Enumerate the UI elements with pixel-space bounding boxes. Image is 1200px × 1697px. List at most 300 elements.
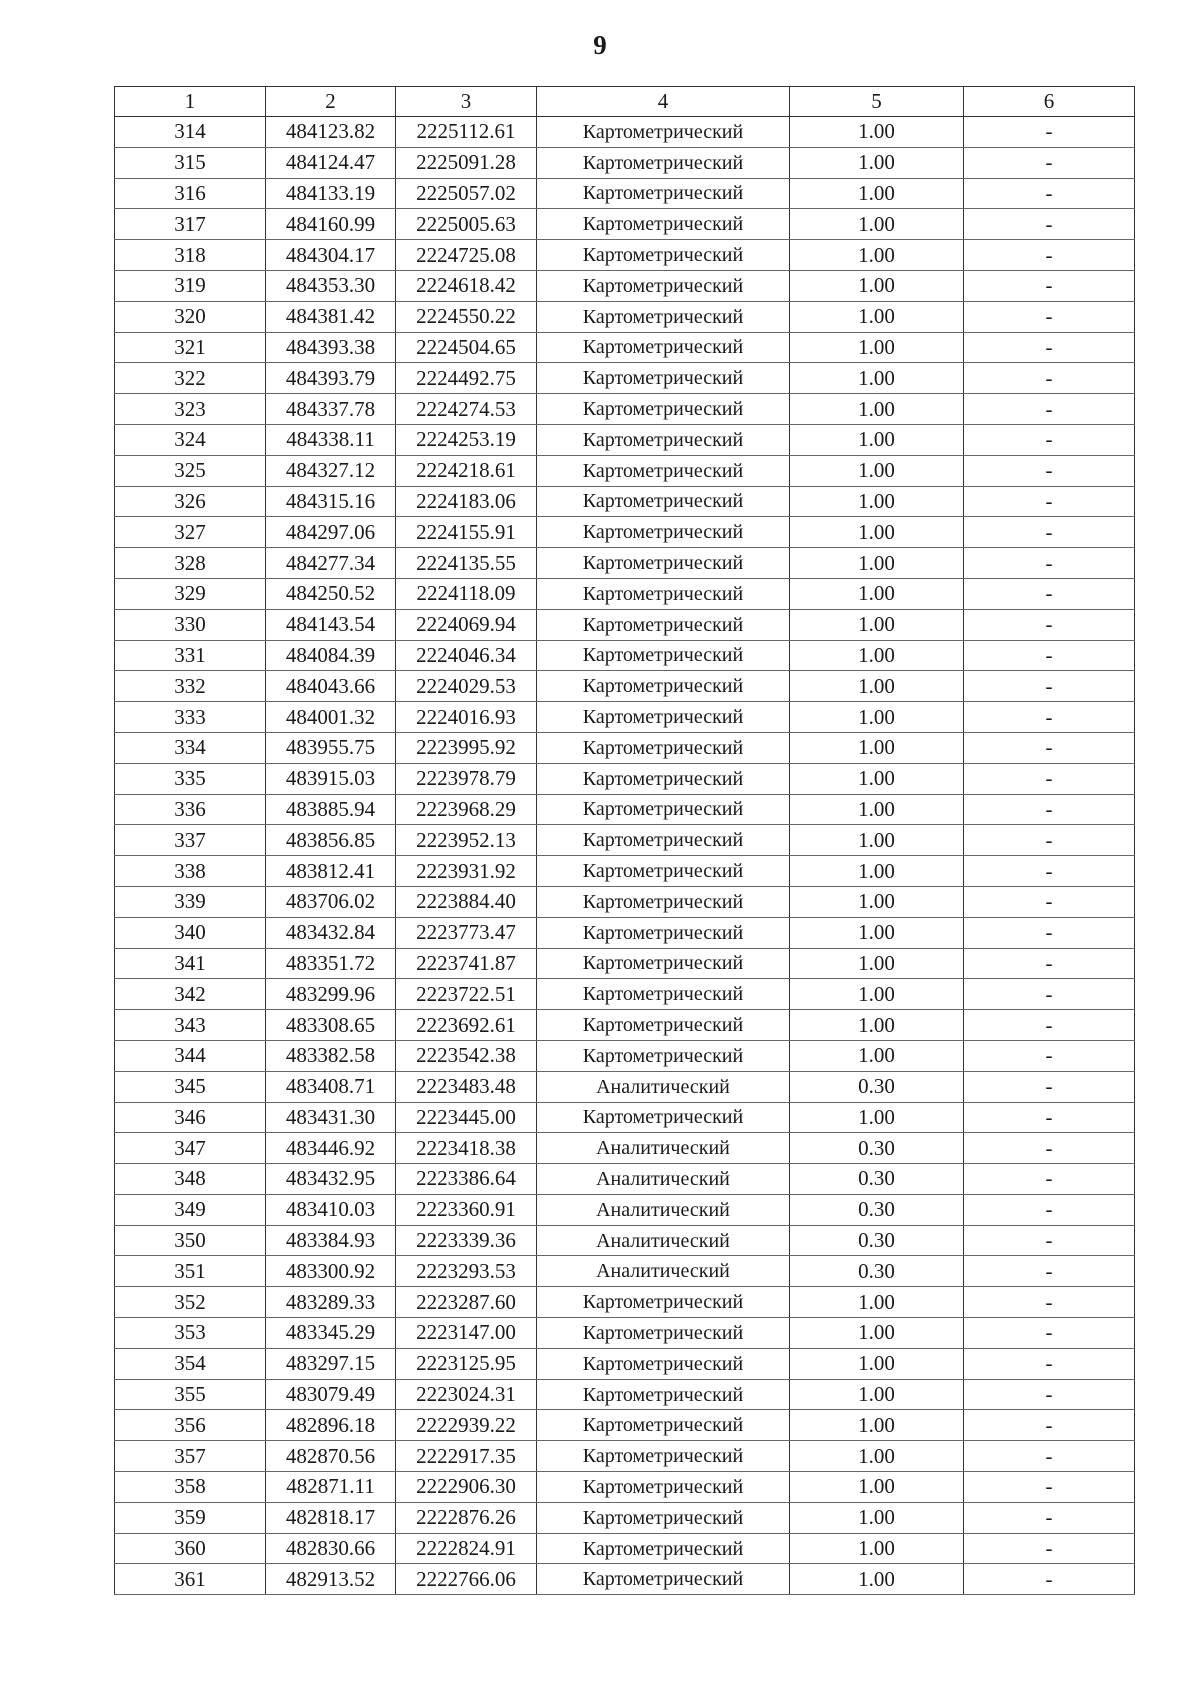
note-cell: - — [964, 394, 1135, 425]
table-row — [115, 424, 1135, 455]
note-cell: - — [964, 1102, 1135, 1133]
note-cell: - — [964, 1071, 1135, 1102]
y-coordinate-cell: 2224183.06 — [396, 486, 537, 517]
note-cell: - — [964, 1348, 1135, 1379]
y-coordinate-cell: 2223773.47 — [396, 917, 537, 948]
accuracy-cell: 1.00 — [790, 948, 964, 979]
note-cell: - — [964, 332, 1135, 363]
note-cell: - — [964, 147, 1135, 178]
x-coordinate-cell: 482830.66 — [266, 1533, 396, 1564]
method-cell: Картометрический — [537, 763, 790, 794]
x-coordinate-cell: 484001.32 — [266, 702, 396, 733]
point-number-cell: 333 — [115, 702, 266, 733]
table-row — [115, 147, 1135, 178]
table-row — [115, 1533, 1135, 1564]
x-coordinate-cell: 483432.95 — [266, 1164, 396, 1195]
y-coordinate-cell: 2223445.00 — [396, 1102, 537, 1133]
y-coordinate-cell: 2224046.34 — [396, 640, 537, 671]
note-cell: - — [964, 856, 1135, 887]
x-coordinate-cell: 484124.47 — [266, 147, 396, 178]
table-row — [115, 1256, 1135, 1287]
method-cell: Картометрический — [537, 578, 790, 609]
table-row — [115, 1102, 1135, 1133]
y-coordinate-cell: 2224069.94 — [396, 609, 537, 640]
point-number-cell: 329 — [115, 578, 266, 609]
point-number-cell: 339 — [115, 886, 266, 917]
x-coordinate-cell: 483289.33 — [266, 1287, 396, 1318]
point-number-cell: 319 — [115, 270, 266, 301]
x-coordinate-cell: 483297.15 — [266, 1348, 396, 1379]
table-row — [115, 609, 1135, 640]
y-coordinate-cell: 2224155.91 — [396, 517, 537, 548]
x-coordinate-cell: 484381.42 — [266, 301, 396, 332]
x-coordinate-cell: 483432.84 — [266, 917, 396, 948]
accuracy-cell: 0.30 — [790, 1133, 964, 1164]
point-number-cell: 334 — [115, 732, 266, 763]
method-cell: Картометрический — [537, 640, 790, 671]
x-coordinate-cell: 483885.94 — [266, 794, 396, 825]
method-cell: Картометрический — [537, 1010, 790, 1041]
method-cell: Картометрический — [537, 794, 790, 825]
point-number-cell: 361 — [115, 1564, 266, 1595]
y-coordinate-cell: 2225057.02 — [396, 178, 537, 209]
note-cell: - — [964, 209, 1135, 240]
x-coordinate-cell: 483345.29 — [266, 1318, 396, 1349]
note-cell: - — [964, 517, 1135, 548]
table-row — [115, 1225, 1135, 1256]
table-row — [115, 1472, 1135, 1503]
note-cell: - — [964, 1564, 1135, 1595]
y-coordinate-cell: 2224118.09 — [396, 578, 537, 609]
accuracy-cell: 1.00 — [790, 1010, 964, 1041]
accuracy-cell: 1.00 — [790, 886, 964, 917]
x-coordinate-cell: 484133.19 — [266, 178, 396, 209]
y-coordinate-cell: 2224218.61 — [396, 455, 537, 486]
point-number-cell: 351 — [115, 1256, 266, 1287]
x-coordinate-cell: 483915.03 — [266, 763, 396, 794]
accuracy-cell: 1.00 — [790, 517, 964, 548]
table-row — [115, 856, 1135, 887]
method-cell: Картометрический — [537, 240, 790, 271]
point-number-cell: 340 — [115, 917, 266, 948]
table-header-row — [115, 87, 1135, 117]
accuracy-cell: 1.00 — [790, 702, 964, 733]
note-cell: - — [964, 1040, 1135, 1071]
table-row — [115, 1194, 1135, 1225]
point-number-cell: 336 — [115, 794, 266, 825]
note-cell: - — [964, 763, 1135, 794]
table-row — [115, 1441, 1135, 1472]
point-number-cell: 347 — [115, 1133, 266, 1164]
accuracy-cell: 0.30 — [790, 1225, 964, 1256]
note-cell: - — [964, 455, 1135, 486]
x-coordinate-cell: 484250.52 — [266, 578, 396, 609]
table-row — [115, 1164, 1135, 1195]
point-number-cell: 348 — [115, 1164, 266, 1195]
x-coordinate-cell: 483382.58 — [266, 1040, 396, 1071]
table-row — [115, 702, 1135, 733]
point-number-cell: 315 — [115, 147, 266, 178]
y-coordinate-cell: 2223418.38 — [396, 1133, 537, 1164]
accuracy-cell: 0.30 — [790, 1194, 964, 1225]
accuracy-cell: 1.00 — [790, 578, 964, 609]
y-coordinate-cell: 2223293.53 — [396, 1256, 537, 1287]
point-number-cell: 344 — [115, 1040, 266, 1071]
y-coordinate-cell: 2223483.48 — [396, 1071, 537, 1102]
table-row — [115, 548, 1135, 579]
note-cell: - — [964, 794, 1135, 825]
method-cell: Картометрический — [537, 178, 790, 209]
note-cell: - — [964, 1225, 1135, 1256]
note-cell: - — [964, 1441, 1135, 1472]
method-cell: Аналитический — [537, 1194, 790, 1225]
y-coordinate-cell: 2222876.26 — [396, 1502, 537, 1533]
point-number-cell: 341 — [115, 948, 266, 979]
x-coordinate-cell: 484338.11 — [266, 424, 396, 455]
point-number-cell: 345 — [115, 1071, 266, 1102]
accuracy-cell: 1.00 — [790, 486, 964, 517]
table-row — [115, 178, 1135, 209]
accuracy-cell: 1.00 — [790, 147, 964, 178]
y-coordinate-cell: 2223125.95 — [396, 1348, 537, 1379]
note-cell: - — [964, 609, 1135, 640]
accuracy-cell: 1.00 — [790, 763, 964, 794]
accuracy-cell: 1.00 — [790, 640, 964, 671]
x-coordinate-cell: 484393.38 — [266, 332, 396, 363]
x-coordinate-cell: 483706.02 — [266, 886, 396, 917]
method-cell: Картометрический — [537, 209, 790, 240]
method-cell: Картометрический — [537, 1533, 790, 1564]
page-number: 9 — [593, 30, 607, 60]
method-cell: Картометрический — [537, 486, 790, 517]
point-number-cell: 324 — [115, 424, 266, 455]
accuracy-cell: 1.00 — [790, 117, 964, 148]
method-cell: Картометрический — [537, 825, 790, 856]
point-number-cell: 356 — [115, 1410, 266, 1441]
column-header: 4 — [537, 87, 790, 117]
method-cell: Картометрический — [537, 886, 790, 917]
point-number-cell: 346 — [115, 1102, 266, 1133]
method-cell: Картометрический — [537, 1379, 790, 1410]
table-row — [115, 794, 1135, 825]
method-cell: Картометрический — [537, 702, 790, 733]
table-row — [115, 948, 1135, 979]
accuracy-cell: 1.00 — [790, 671, 964, 702]
x-coordinate-cell: 483299.96 — [266, 979, 396, 1010]
y-coordinate-cell: 2225005.63 — [396, 209, 537, 240]
accuracy-cell: 1.00 — [790, 732, 964, 763]
table-row — [115, 209, 1135, 240]
y-coordinate-cell: 2224274.53 — [396, 394, 537, 425]
point-number-cell: 359 — [115, 1502, 266, 1533]
accuracy-cell: 1.00 — [790, 394, 964, 425]
y-coordinate-cell: 2224504.65 — [396, 332, 537, 363]
table-row — [115, 825, 1135, 856]
column-header: 1 — [115, 87, 266, 117]
method-cell: Картометрический — [537, 147, 790, 178]
note-cell: - — [964, 1318, 1135, 1349]
accuracy-cell: 1.00 — [790, 825, 964, 856]
x-coordinate-cell: 482818.17 — [266, 1502, 396, 1533]
accuracy-cell: 1.00 — [790, 178, 964, 209]
y-coordinate-cell: 2223952.13 — [396, 825, 537, 856]
table-row — [115, 1318, 1135, 1349]
note-cell: - — [964, 1287, 1135, 1318]
point-number-cell: 318 — [115, 240, 266, 271]
method-cell: Картометрический — [537, 917, 790, 948]
method-cell: Картометрический — [537, 117, 790, 148]
x-coordinate-cell: 484123.82 — [266, 117, 396, 148]
accuracy-cell: 1.00 — [790, 1410, 964, 1441]
point-number-cell: 342 — [115, 979, 266, 1010]
point-number-cell: 349 — [115, 1194, 266, 1225]
x-coordinate-cell: 482913.52 — [266, 1564, 396, 1595]
point-number-cell: 354 — [115, 1348, 266, 1379]
accuracy-cell: 1.00 — [790, 979, 964, 1010]
point-number-cell: 357 — [115, 1441, 266, 1472]
point-number-cell: 320 — [115, 301, 266, 332]
y-coordinate-cell: 2222917.35 — [396, 1441, 537, 1472]
note-cell: - — [964, 640, 1135, 671]
note-cell: - — [964, 1533, 1135, 1564]
y-coordinate-cell: 2224725.08 — [396, 240, 537, 271]
method-cell: Аналитический — [537, 1164, 790, 1195]
accuracy-cell: 1.00 — [790, 301, 964, 332]
note-cell: - — [964, 1133, 1135, 1164]
y-coordinate-cell: 2223884.40 — [396, 886, 537, 917]
method-cell: Картометрический — [537, 270, 790, 301]
note-cell: - — [964, 270, 1135, 301]
table-row — [115, 763, 1135, 794]
y-coordinate-cell: 2223968.29 — [396, 794, 537, 825]
point-number-cell: 328 — [115, 548, 266, 579]
y-coordinate-cell: 2225091.28 — [396, 147, 537, 178]
y-coordinate-cell: 2224135.55 — [396, 548, 537, 579]
y-coordinate-cell: 2223741.87 — [396, 948, 537, 979]
x-coordinate-cell: 484160.99 — [266, 209, 396, 240]
x-coordinate-cell: 483079.49 — [266, 1379, 396, 1410]
accuracy-cell: 1.00 — [790, 856, 964, 887]
point-number-cell: 326 — [115, 486, 266, 517]
point-number-cell: 325 — [115, 455, 266, 486]
y-coordinate-cell: 2223722.51 — [396, 979, 537, 1010]
accuracy-cell: 1.00 — [790, 1318, 964, 1349]
accuracy-cell: 1.00 — [790, 240, 964, 271]
accuracy-cell: 1.00 — [790, 1348, 964, 1379]
note-cell: - — [964, 178, 1135, 209]
method-cell: Картометрический — [537, 732, 790, 763]
x-coordinate-cell: 482870.56 — [266, 1441, 396, 1472]
table-row — [115, 117, 1135, 148]
x-coordinate-cell: 483431.30 — [266, 1102, 396, 1133]
method-cell: Картометрический — [537, 1348, 790, 1379]
y-coordinate-cell: 2223339.36 — [396, 1225, 537, 1256]
point-number-cell: 331 — [115, 640, 266, 671]
table-row — [115, 1010, 1135, 1041]
column-header: 6 — [964, 87, 1135, 117]
note-cell: - — [964, 671, 1135, 702]
point-number-cell: 332 — [115, 671, 266, 702]
method-cell: Картометрический — [537, 1472, 790, 1503]
table-row — [115, 1071, 1135, 1102]
x-coordinate-cell: 483408.71 — [266, 1071, 396, 1102]
note-cell: - — [964, 240, 1135, 271]
point-number-cell: 360 — [115, 1533, 266, 1564]
point-number-cell: 317 — [115, 209, 266, 240]
table-row — [115, 1564, 1135, 1595]
method-cell: Картометрический — [537, 1410, 790, 1441]
x-coordinate-cell: 483308.65 — [266, 1010, 396, 1041]
note-cell: - — [964, 1164, 1135, 1195]
y-coordinate-cell: 2222906.30 — [396, 1472, 537, 1503]
x-coordinate-cell: 483446.92 — [266, 1133, 396, 1164]
x-coordinate-cell: 482871.11 — [266, 1472, 396, 1503]
table-row — [115, 332, 1135, 363]
y-coordinate-cell: 2222939.22 — [396, 1410, 537, 1441]
method-cell: Картометрический — [537, 1102, 790, 1133]
table-row — [115, 1287, 1135, 1318]
y-coordinate-cell: 2223931.92 — [396, 856, 537, 887]
table-row — [115, 1348, 1135, 1379]
note-cell: - — [964, 825, 1135, 856]
method-cell: Аналитический — [537, 1133, 790, 1164]
accuracy-cell: 1.00 — [790, 270, 964, 301]
table-row — [115, 640, 1135, 671]
method-cell: Картометрический — [537, 1564, 790, 1595]
point-number-cell: 330 — [115, 609, 266, 640]
accuracy-cell: 1.00 — [790, 917, 964, 948]
table-row — [115, 455, 1135, 486]
accuracy-cell: 1.00 — [790, 363, 964, 394]
note-cell: - — [964, 578, 1135, 609]
x-coordinate-cell: 483351.72 — [266, 948, 396, 979]
x-coordinate-cell: 484315.16 — [266, 486, 396, 517]
x-coordinate-cell: 484297.06 — [266, 517, 396, 548]
table-row — [115, 886, 1135, 917]
y-coordinate-cell: 2224029.53 — [396, 671, 537, 702]
table-row — [115, 979, 1135, 1010]
method-cell: Аналитический — [537, 1225, 790, 1256]
point-number-cell: 355 — [115, 1379, 266, 1410]
point-number-cell: 337 — [115, 825, 266, 856]
note-cell: - — [964, 1472, 1135, 1503]
method-cell: Картометрический — [537, 1502, 790, 1533]
note-cell: - — [964, 1502, 1135, 1533]
note-cell: - — [964, 1010, 1135, 1041]
x-coordinate-cell: 484043.66 — [266, 671, 396, 702]
point-number-cell: 321 — [115, 332, 266, 363]
method-cell: Картометрический — [537, 856, 790, 887]
method-cell: Картометрический — [537, 1040, 790, 1071]
y-coordinate-cell: 2224618.42 — [396, 270, 537, 301]
method-cell: Картометрический — [537, 332, 790, 363]
method-cell: Картометрический — [537, 517, 790, 548]
x-coordinate-cell: 483410.03 — [266, 1194, 396, 1225]
column-header: 3 — [396, 87, 537, 117]
point-number-cell: 316 — [115, 178, 266, 209]
y-coordinate-cell: 2223147.00 — [396, 1318, 537, 1349]
accuracy-cell: 0.30 — [790, 1071, 964, 1102]
note-cell: - — [964, 732, 1135, 763]
table-row — [115, 578, 1135, 609]
y-coordinate-cell: 2223978.79 — [396, 763, 537, 794]
y-coordinate-cell: 2224550.22 — [396, 301, 537, 332]
column-header: 5 — [790, 87, 964, 117]
x-coordinate-cell: 484393.79 — [266, 363, 396, 394]
method-cell: Картометрический — [537, 671, 790, 702]
note-cell: - — [964, 1194, 1135, 1225]
note-cell: - — [964, 948, 1135, 979]
table-row — [115, 1410, 1135, 1441]
x-coordinate-cell: 483812.41 — [266, 856, 396, 887]
method-cell: Картометрический — [537, 455, 790, 486]
accuracy-cell: 1.00 — [790, 209, 964, 240]
accuracy-cell: 1.00 — [790, 794, 964, 825]
point-number-cell: 335 — [115, 763, 266, 794]
table-row — [115, 486, 1135, 517]
y-coordinate-cell: 2222824.91 — [396, 1533, 537, 1564]
x-coordinate-cell: 483384.93 — [266, 1225, 396, 1256]
point-number-cell: 327 — [115, 517, 266, 548]
note-cell: - — [964, 301, 1135, 332]
point-number-cell: 322 — [115, 363, 266, 394]
table-row — [115, 394, 1135, 425]
point-number-cell: 338 — [115, 856, 266, 887]
table-row — [115, 1502, 1135, 1533]
table-row — [115, 1133, 1135, 1164]
accuracy-cell: 1.00 — [790, 609, 964, 640]
note-cell: - — [964, 424, 1135, 455]
accuracy-cell: 1.00 — [790, 1502, 964, 1533]
y-coordinate-cell: 2223995.92 — [396, 732, 537, 763]
accuracy-cell: 0.30 — [790, 1256, 964, 1287]
column-header: 2 — [266, 87, 396, 117]
y-coordinate-cell: 2223024.31 — [396, 1379, 537, 1410]
method-cell: Картометрический — [537, 394, 790, 425]
y-coordinate-cell: 2223692.61 — [396, 1010, 537, 1041]
table-row — [115, 301, 1135, 332]
method-cell: Картометрический — [537, 948, 790, 979]
accuracy-cell: 1.00 — [790, 548, 964, 579]
method-cell: Картометрический — [537, 979, 790, 1010]
coordinates-table — [114, 86, 1135, 1595]
accuracy-cell: 1.00 — [790, 1040, 964, 1071]
x-coordinate-cell: 483300.92 — [266, 1256, 396, 1287]
method-cell: Картометрический — [537, 1287, 790, 1318]
accuracy-cell: 1.00 — [790, 455, 964, 486]
method-cell: Картометрический — [537, 1318, 790, 1349]
method-cell: Картометрический — [537, 301, 790, 332]
table-row — [115, 363, 1135, 394]
note-cell: - — [964, 979, 1135, 1010]
point-number-cell: 323 — [115, 394, 266, 425]
table-row — [115, 517, 1135, 548]
y-coordinate-cell: 2223287.60 — [396, 1287, 537, 1318]
note-cell: - — [964, 702, 1135, 733]
table-row — [115, 917, 1135, 948]
x-coordinate-cell: 484143.54 — [266, 609, 396, 640]
note-cell: - — [964, 117, 1135, 148]
y-coordinate-cell: 2222766.06 — [396, 1564, 537, 1595]
x-coordinate-cell: 484084.39 — [266, 640, 396, 671]
x-coordinate-cell: 484327.12 — [266, 455, 396, 486]
method-cell: Аналитический — [537, 1071, 790, 1102]
accuracy-cell: 1.00 — [790, 424, 964, 455]
point-number-cell: 350 — [115, 1225, 266, 1256]
accuracy-cell: 1.00 — [790, 1287, 964, 1318]
x-coordinate-cell: 483856.85 — [266, 825, 396, 856]
note-cell: - — [964, 363, 1135, 394]
